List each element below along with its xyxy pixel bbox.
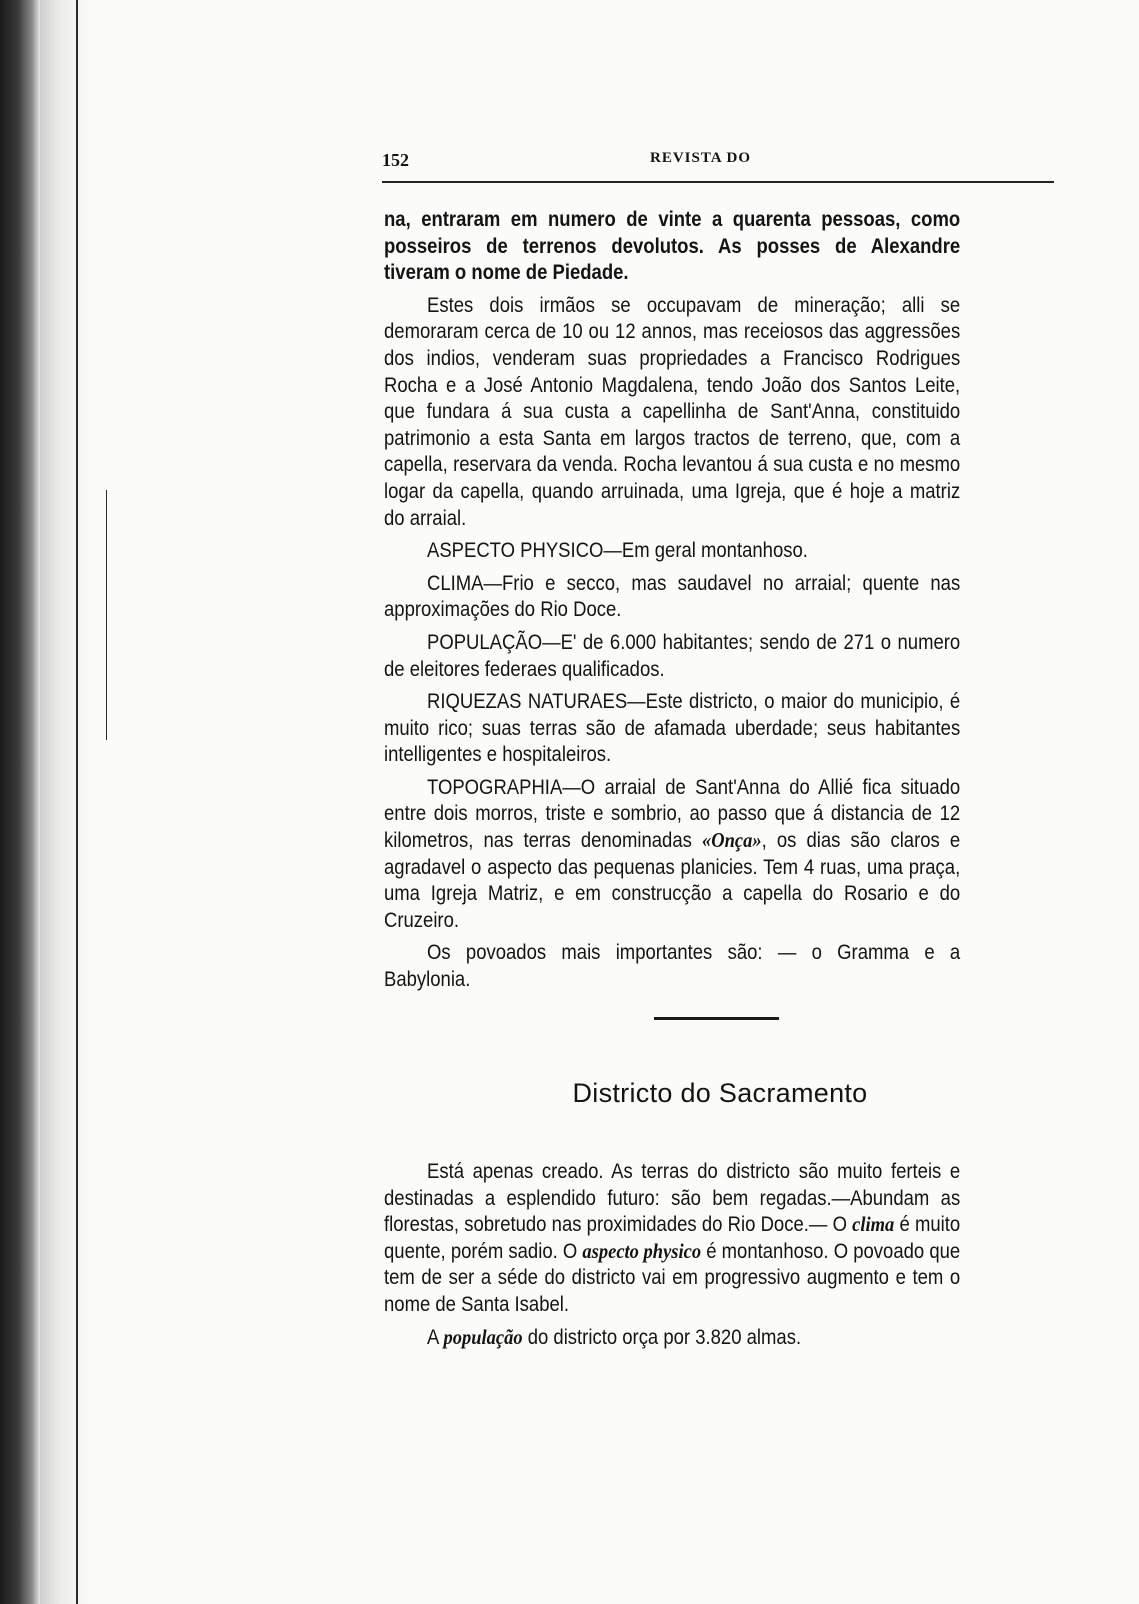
section-divider [654, 1017, 779, 1020]
paragraph [384, 774, 960, 934]
paragraph-text: Está apenas creado. As terras do districto são muito ferteis e destinadas a esplendido futuro: são bem regadas.—Abundam as florestas, sobretudo nas proximidades do Rio Doce.— O [384, 1159, 961, 1237]
main-text-column [384, 206, 960, 993]
page-header [382, 146, 1054, 176]
paragraph: Os povoados mais importantes são: — o Gramma e a Babylonia. [384, 940, 961, 992]
header-rule [382, 181, 1054, 183]
paragraph-text: do districto orça por 3.820 almas. [522, 1324, 802, 1349]
section-title: Districto do Sacramento [572, 1078, 868, 1108]
italic-term: «Onça» [701, 828, 762, 853]
paragraph: POPULAÇÃO—E' de 6.000 habitantes; sendo de 271 o numero de eleitores federaes qualificados. [384, 629, 961, 681]
paragraph [384, 1158, 960, 1318]
page-number: 152 [382, 150, 409, 170]
paragraph-text: A [427, 1324, 444, 1349]
paragraph-text: é muito quente, porém sadio. O [384, 1212, 961, 1263]
paragraph: ASPECTO PHYSICO—Em geral montanhoso. [427, 538, 808, 563]
scan-artifact-line [106, 490, 107, 740]
paragraph: Estes dois irmãos se occupavam de mineração; alli se demoraram cerca de 10 ou 12 annos, mas receiosos das aggressões dos indios, venderam suas propriedades a Francisco Rodrigues Rocha e a José Antonio Magdalena, tendo João dos Santos Leite, que fundara á sua custa a capellinha de Sant'Anna, constituido patrimonio a esta Santa em largos tractos de terreno, que, com a capella, reservara da venda. Rocha levantou á sua custa e no mesmo logar da capella, quando arruinada, uma Igreja, que é hoje a matriz do arraial. [384, 292, 961, 530]
book-binding-shadow [0, 0, 40, 1604]
gutter-shadow [40, 0, 90, 1604]
italic-term: clima [852, 1212, 895, 1237]
paragraph: CLIMA—Frio e secco, mas saudavel no arraial; quente nas approximações do Rio Doce. [384, 570, 961, 622]
paragraph: RIQUEZAS NATURAES—Este districto, o maior do municipio, é muito rico; suas terras são de afamada uberdade; seus habitantes intelligentes e hospitaleiros. [384, 689, 961, 767]
section-text-column [384, 1158, 960, 1350]
scan-artifact-line [76, 0, 78, 1604]
paragraph-text: TOPOGRAPHIA—O arraial de Sant'Anna do Allié fica situado entre dois morros, triste e sombrio, ao passo que á distancia de 12 kilometros, nas terras denominadas [384, 774, 961, 853]
paragraph [384, 1324, 960, 1351]
italic-term: aspecto physico [582, 1238, 702, 1263]
running-head: REVISTA DO [650, 150, 751, 166]
paragraph: na, entraram em numero de vinte a quarenta pessoas, como posseiros de terrenos devolutos. As posses de Alexandre tiveram o nome de Piedade. [384, 207, 961, 285]
paragraph-text: , os dias são claros e agradavel o aspecto das pequenas planicies. Tem 4 ruas, uma praça, uma Igreja Matriz, e em construcção a capella do Rosario e do Cruzeiro. [384, 828, 961, 932]
italic-term: população [443, 1324, 523, 1349]
paragraph-text: é montanhoso. O povoado que tem de ser a séde do districto vai em progressivo augmento e tem o nome de Santa Isabel. [384, 1238, 961, 1316]
